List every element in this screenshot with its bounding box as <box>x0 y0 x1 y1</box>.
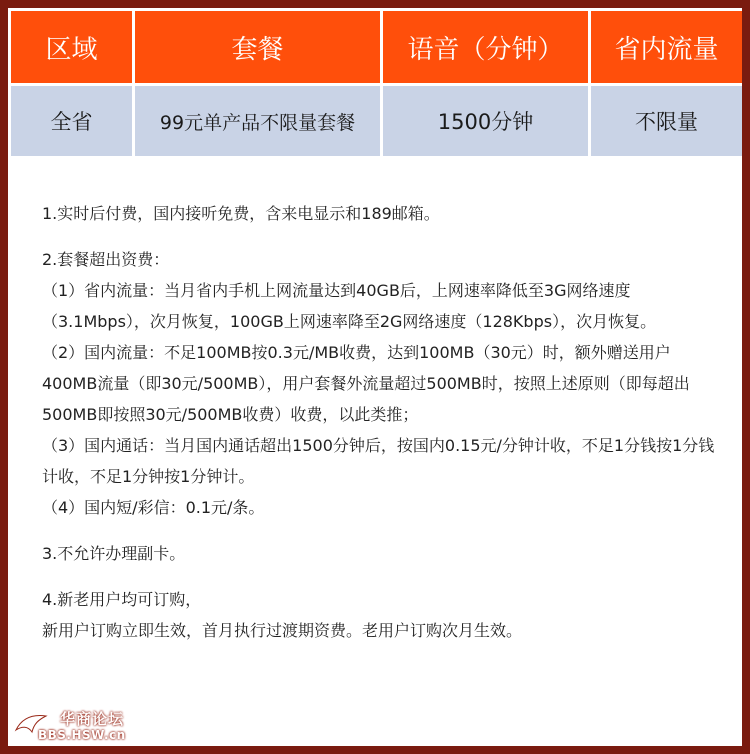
note-2-3: （3）国内通话：当月国内通话超出1500分钟后，按国内0.15元/分钟计收，不足1分钱按1分钱计收，不足1分钟按1分钟计。 <box>42 436 715 486</box>
note-4-b: 新用户订购立即生效，首月执行过渡期资费。老用户订购次月生效。 <box>42 621 523 640</box>
watermark <box>8 706 158 746</box>
page-frame <box>8 8 742 746</box>
header-package: 套餐 <box>134 10 382 85</box>
note-3: 3.不允许办理副卡。 <box>42 544 186 563</box>
header-voice: 语音（分钟） <box>382 10 590 85</box>
header-region: 区域 <box>10 10 134 85</box>
cell-data: 不限量 <box>590 85 743 158</box>
notes-section <box>42 198 722 646</box>
watermark-url: BBS.HSW.cn <box>38 728 126 742</box>
cell-voice: 1500分钟 <box>382 85 590 158</box>
cell-package: 99元单产品不限量套餐 <box>134 85 382 158</box>
table-header-row <box>10 10 743 85</box>
note-4-a: 4.新老用户均可订购， <box>42 590 202 609</box>
header-data: 省内流量 <box>590 10 743 85</box>
watermark-name: 华商论坛 <box>60 710 125 728</box>
cell-region: 全省 <box>10 85 134 158</box>
note-2-2: （2）国内流量：不足100MB按0.3元/MB收费，达到100MB（30元）时，额外赠送用户400MB流量（即30元/500MB），用户套餐外流量超过500MB时，按照上述原则（即每超出500MB即按照30元/500MB收费）收费，以此类推； <box>42 343 690 424</box>
note-2-4: （4）国内短/彩信：0.1元/条。 <box>42 498 265 517</box>
note-2-title: 2.套餐超出资费： <box>42 250 170 269</box>
note-2-1: （1）省内流量：当月省内手机上网流量达到40GB后，上网速率降低至3G网络速度（3.1Mbps），次月恢复，100GB上网速率降至2G网络速度（128Kbps），次月恢复。 <box>42 281 657 331</box>
table-row <box>10 85 743 158</box>
note-1: 1.实时后付费，国内接听免费，含来电显示和189邮箱。 <box>42 204 440 223</box>
plan-table <box>8 8 742 159</box>
